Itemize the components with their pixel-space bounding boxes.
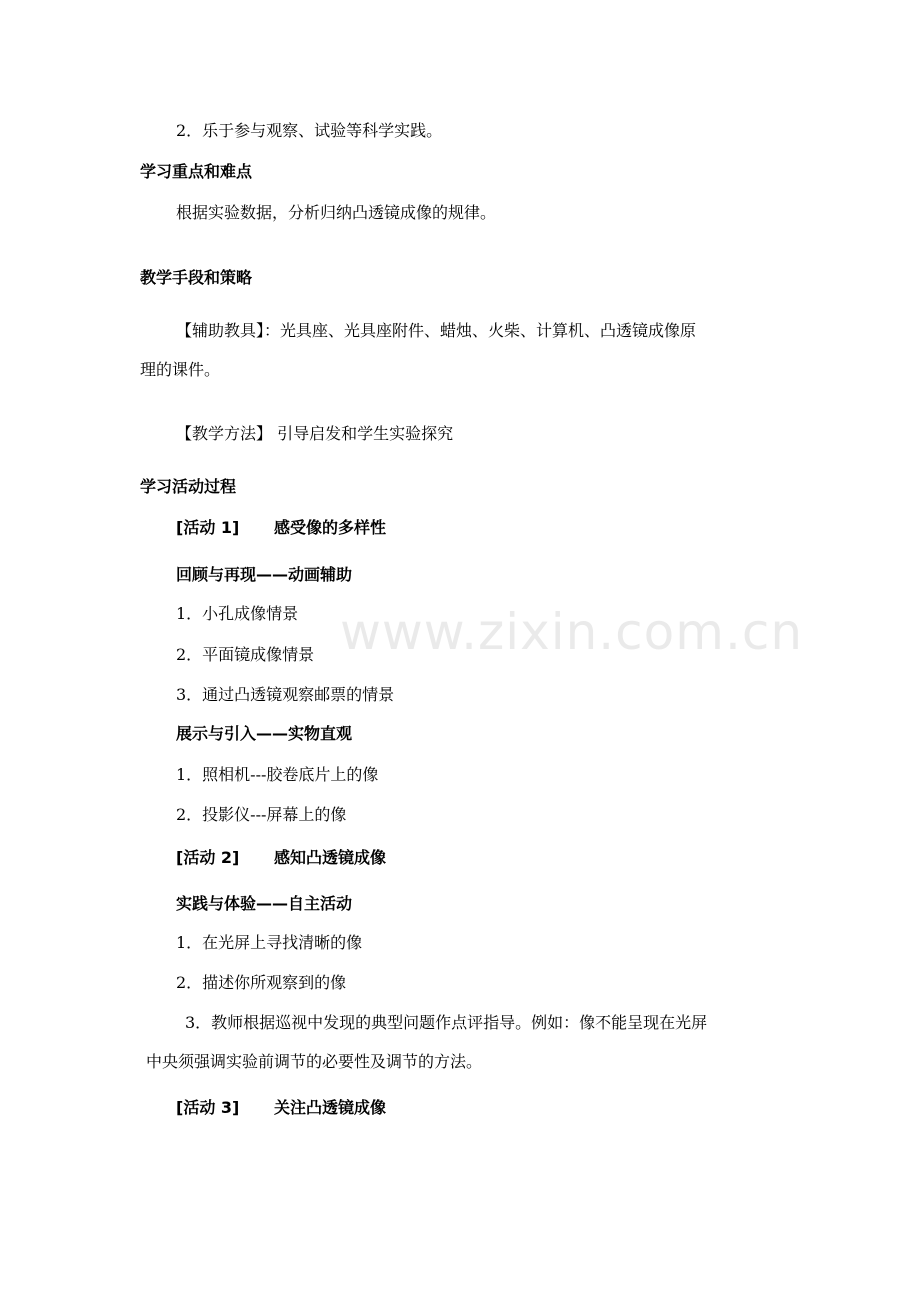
activity-3-tag: [活动 3] [176,1098,240,1117]
teaching-aids-line-2: 理的课件。 [140,360,221,379]
activity-2-note-line-1: 3．教师根据巡视中发现的典型问题作点评指导。例如：像不能呈现在光屏 [185,1013,708,1032]
activity-1-section-2-heading: 展示与引入——实物直观 [176,724,353,743]
activity-1-section-2-item: 2．投影仪---屏幕上的像 [176,805,347,824]
activity-1-header [176,518,386,538]
objective-item-2: 2．乐于参与观察、试验等科学实践。 [176,121,443,140]
activity-1-section-1-item: 2．平面镜成像情景 [176,645,315,664]
teaching-method: 【教学方法】 引导启发和学生实验探究 [176,424,454,443]
watermark: www.zixin.com.cn [340,603,804,661]
activity-2-title: 感知凸透镜成像 [274,848,387,867]
activity-2-item: 1．在光屏上寻找清晰的像 [176,933,363,952]
activity-1-section-1-heading: 回顾与再现——动画辅助 [176,565,353,584]
activity-1-section-1-item: 1．小孔成像情景 [176,604,299,623]
activity-1-tag: [活动 1] [176,518,240,537]
activity-1-section-2-item: 1．照相机---胶卷底片上的像 [176,765,379,784]
activity-2-note-line-2: 中央须强调实验前调节的必要性及调节的方法。 [146,1052,483,1071]
activity-2-tag: [活动 2] [176,848,240,867]
focus-text: 根据实验数据，分析归纳凸透镜成像的规律。 [176,203,497,222]
strategy-heading: 教学手段和策略 [140,268,253,287]
activity-2-section-heading: 实践与体验——自主活动 [176,894,353,913]
activity-2-item: 2．描述你所观察到的像 [176,973,347,992]
activity-2-header [176,848,386,868]
teaching-aids-line-1: 【辅助教具】：光具座、光具座附件、蜡烛、火柴、计算机、凸透镜成像原 [176,321,697,340]
activity-3-title: 关注凸透镜成像 [274,1098,387,1117]
activity-3-header [176,1098,386,1118]
activity-1-section-1-item: 3．通过凸透镜观察邮票的情景 [176,685,395,704]
focus-heading: 学习重点和难点 [140,162,253,181]
process-heading: 学习活动过程 [140,477,237,496]
activity-1-title: 感受像的多样性 [274,518,387,537]
